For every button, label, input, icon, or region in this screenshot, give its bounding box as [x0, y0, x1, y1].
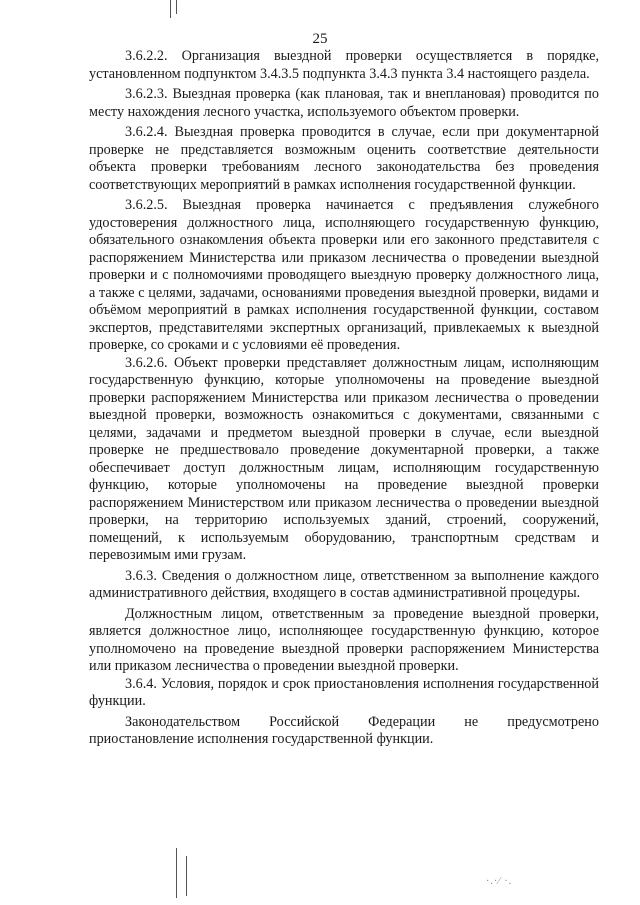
scan-artifact-line	[176, 0, 177, 14]
paragraph-no-suspension: Законодательством Российской Федерации не предусмотрено приостановление исполнения государственной функции.	[89, 713, 599, 747]
scan-artifact-line	[170, 0, 171, 18]
paragraph-3-6-4: 3.6.4. Условия, порядок и срок приостановления исполнения государственной функции.	[89, 675, 599, 709]
paragraph-3-6-3: 3.6.3. Сведения о должностном лице, ответственном за выполнение каждого административного действия, входящего в состав административной процедуры.	[89, 567, 599, 601]
paragraph-responsible-official: Должностным лицом, ответственным за проведение выездной проверки, является должностное лицо, исполняющее государственную функцию, которое уполномочено на проведение выездной проверки распоряжением Министерства или приказом лесничества о проведении выездной проверки.	[89, 605, 599, 674]
document-body	[89, 48, 599, 749]
paragraph-3-6-2-3: 3.6.2.3. Выездная проверка (как плановая, так и внеплановая) проводится по месту нахождения лесного участка, используемого объектом проверки.	[89, 86, 599, 120]
paragraph-3-6-2-4: 3.6.2.4. Выездная проверка проводится в случае, если при документарной проверке не представляется возможным оценить соответствие деятельности объекта проверки требованиям лесного законодательства без проведения соответствующих мероприятий в рамках исполнения государственной функции.	[89, 124, 599, 193]
scan-artifact-line	[186, 856, 187, 896]
paragraph-3-6-2-2: 3.6.2.2. Организация выездной проверки осуществляется в порядке, установленном подпунктом 3.4.3.5 подпункта 3.4.3 пункта 3.4 настоящего раздела.	[89, 48, 599, 82]
page-number: 25	[312, 31, 328, 47]
paragraph-3-6-2-5: 3.6.2.5. Выездная проверка начинается с предъявления служебного удостоверения должностного лица, исполняющего государственную функцию, обязательного ознакомления объекта проверки или его законного представителя с распоряжением Министерства или приказом лесничества о проведении выездной проверки и с полномочиями проводящего выездную проверку должностного лица, а также с целями, задачами, основаниями проведения выездной проверки, видами и объёмом мероприятий в рамках исполнения государственной функции, составом экспертов, представителями экспертных организаций, привлекаемых к выездной проверке, со сроками и с условиями её проведения.	[89, 197, 599, 353]
scan-artifact-smudge: ·.·⁄ ·.	[486, 876, 513, 887]
paragraph-3-6-2-6: 3.6.2.6. Объект проверки представляет должностным лицам, исполняющим государственную функцию, которые уполномочены на проведение выездной проверки распоряжением Министерства или приказом лесничества о проведении выездной проверки, возможность ознакомиться с документами, связанными с целями, задачами и предметом выездной проверки в случае, если выездной проверке не предшествовало проведение документарной проверки, а также обеспечивает доступ должностным лицам, исполняющим государственную функцию, которые уполномочены на проведение выездной проверки распоряжением Министерством или приказом лесничества о проведении выездной проверки, на территорию используемых зданий, строений, сооружений, помещений, к используемым оборудованию, транспортным средствам и перевозимым ими грузам.	[89, 354, 599, 563]
scan-artifact-line	[176, 848, 177, 898]
